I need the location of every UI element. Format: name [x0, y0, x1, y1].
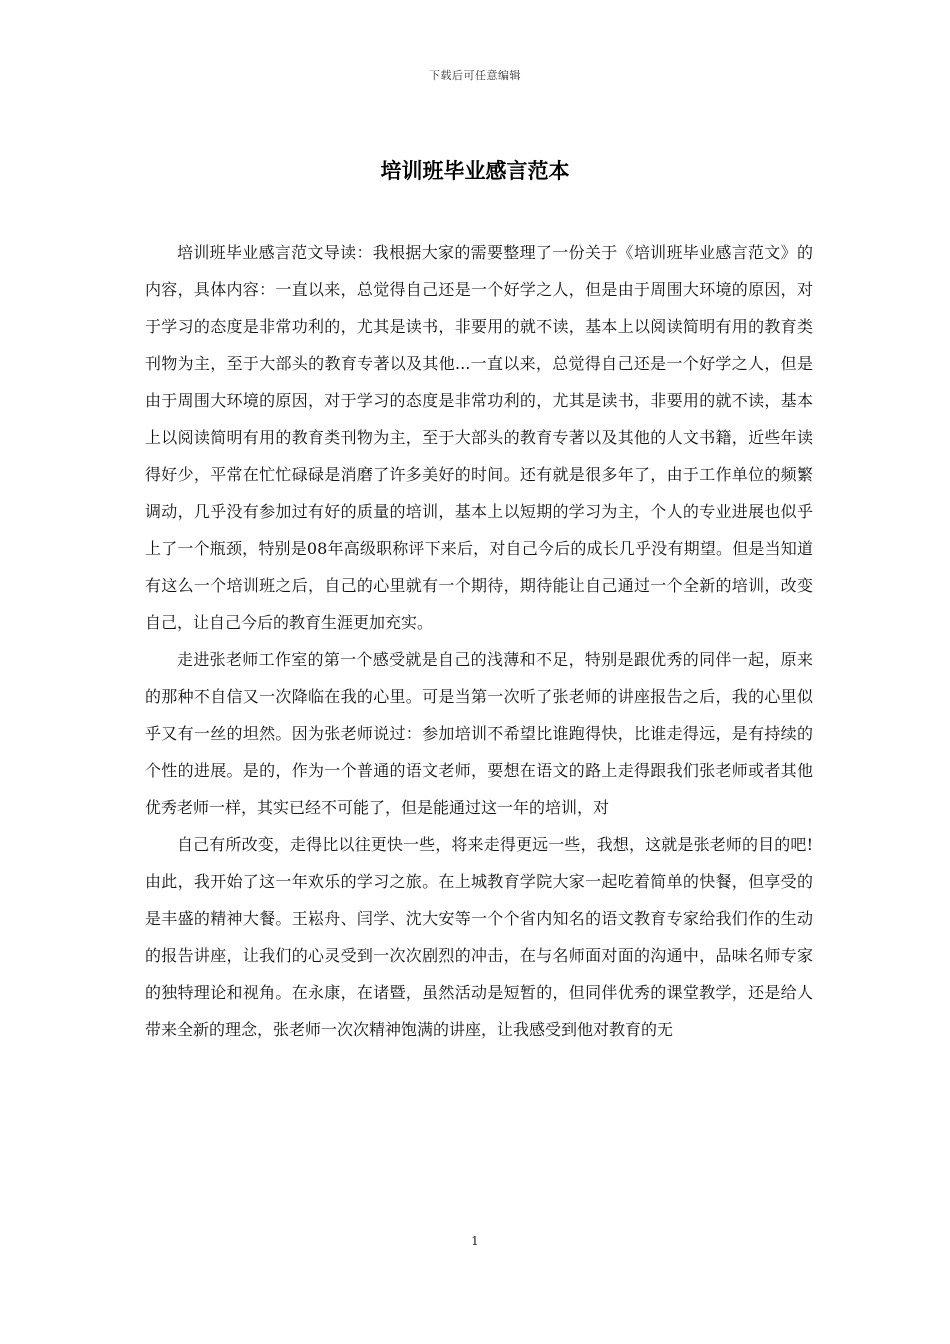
paragraph-intro: 培训班毕业感言范文导读：我根据大家的需要整理了一份关于《培训班毕业感言范文》的内容，具体内容：一直以来，总觉得自己还是一个好学之人，但是由于周围大环境的原因，对于学习的态度是非常功利的，尤其是读书，非要用的就不读，基本上以阅读简明有用的教育类刊物为主，至于大部头的教育专著以及其他...一直以来，总觉得自己还是一个好学之人，但是由于周围大环境的原因，对于学习的态度是非常功利的，尤其是读书，非要用的就不读，基本上以阅读简明有用的教育类刊物为主，至于大部头的教育专著以及其他的人文书籍，近些年读得好少，平常在忙忙碌碌是消磨了许多美好的时间。还有就是很多年了，由于工作单位的频繁调动，几乎没有参加过有好的质量的培训，基本上以短期的学习为主，个人的专业进展也似乎上了一个瓶颈，特别是08年高级职称评下来后，对自己今后的成长几乎没有期望。但是当知道有这么一个培训班之后，自己的心里就有一个期待，期待能让自己通过一个全新的培训，改变自己，让自己今后的教育生涯更加充实。 [145, 243, 813, 632]
document-title: 培训班毕业感言范本 [380, 158, 570, 183]
paragraph-journey: 自己有所改变，走得比以往更快一些，将来走得更远一些，我想，这就是张老师的目的吧!由此，我开始了这一年欢乐的学习之旅。在上城教育学院大家一起吃着简单的快餐，但享受的是丰盛的精神大餐。王崧舟、闫学、沈大安等一个个省内知名的语文教育专家给我们作的生动的报告讲座，让我们的心灵受到一次次剧烈的冲击，在与名师面对面的沟通中，品味名师专家的独特理论和视角。在永康，在诸暨，虽然活动是短暂的，但同伴优秀的课堂教学，还是给人带来全新的理念，张老师一次次精神饱满的讲座，让我感受到他对教育的无 [145, 835, 813, 1039]
document-body [145, 234, 813, 1048]
header-note: 下载后可任意编辑 [429, 69, 521, 82]
page-number: 1 [471, 1234, 479, 1248]
paragraph-studio: 走进张老师工作室的第一个感受就是自己的浅薄和不足，特别是跟优秀的同伴一起，原来的那种不自信又一次降临在我的心里。可是当第一次听了张老师的讲座报告之后，我的心里似乎又有一丝的坦然。因为张老师说过：参加培训不希望比谁跑得快，比谁走得远，是有持续的个性的进展。是的，作为一个普通的语文老师，要想在语文的路上走得跟我们张老师或者其他优秀老师一样，其实已经不可能了，但是能通过这一年的培训，对 [145, 650, 813, 817]
